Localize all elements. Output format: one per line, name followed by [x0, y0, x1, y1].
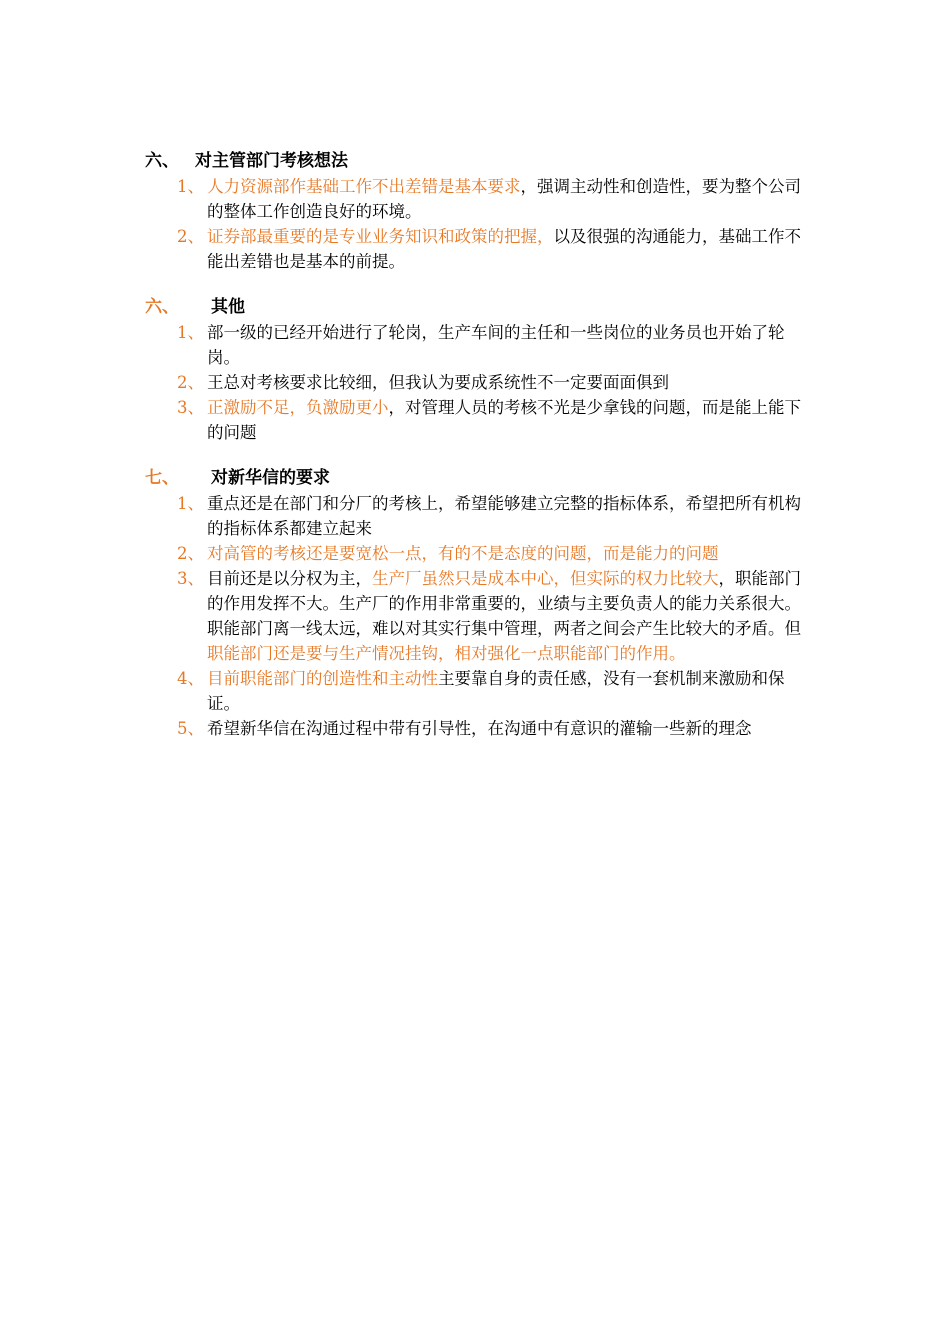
list-item	[177, 566, 815, 666]
section-number: 六、	[145, 297, 179, 317]
list-item	[177, 491, 815, 541]
text-run: 希望新华信在沟通过程中带有引导性，在沟通中有意识的灌输一些新的理念	[207, 719, 752, 738]
list-item-number: 1、	[177, 494, 204, 513]
text-run: 目前还是以分权为主，	[207, 569, 372, 588]
list-item-number: 4、	[177, 669, 204, 688]
list-item	[177, 320, 815, 370]
list-item-number: 3、	[177, 398, 204, 417]
section-number: 六、	[145, 151, 179, 171]
document-content	[145, 148, 815, 761]
list-item	[177, 541, 815, 566]
section-number: 七、	[145, 468, 179, 488]
list-item-number: 2、	[177, 544, 204, 563]
highlighted-text: 正激励不足，负激励更小	[207, 398, 389, 417]
list-item-text	[207, 370, 815, 395]
text-run: 王总对考核要求比较细，但我认为要成系统性不一定要面面俱到	[207, 373, 669, 392]
list-item-number: 2、	[177, 227, 204, 246]
list-item	[177, 716, 815, 741]
text-run: 主要靠自身的责任感，没有一套机制来激励和保证。	[207, 669, 785, 713]
highlighted-text: 生产厂虽然只是成本中心，但实际的权力比较大	[372, 569, 719, 588]
highlighted-text: 证券部最重要的是专业业务知识和政策的把握，	[207, 227, 554, 246]
list-item	[177, 224, 815, 274]
list-item-text	[207, 395, 815, 445]
list-item-number: 1、	[177, 323, 204, 342]
highlighted-text: 人力资源部作基础工作不出差错是基本要求	[207, 177, 521, 196]
list-item-text	[207, 716, 815, 741]
section-heading	[145, 294, 815, 320]
text-run: ，强调主动性和创造性，要为整个公司的整体工作创造良好的环境。	[207, 177, 801, 221]
list-item-text	[207, 666, 815, 716]
list-item-number: 2、	[177, 373, 204, 392]
section	[145, 148, 815, 274]
list-item-number: 3、	[177, 569, 204, 588]
highlighted-text: 对高管的考核还是要宽松一点，有的不是态度的问题，而是能力的问题	[207, 544, 719, 563]
text-run: 重点还是在部门和分厂的考核上，希望能够建立完整的指标体系，希望把所有机构的指标体系都建立起来	[207, 494, 801, 538]
text-run: 以及很强的沟通能力，基础工作不能出差错也是基本的前提。	[207, 227, 801, 271]
section	[145, 294, 815, 445]
list-item	[177, 395, 815, 445]
section-heading	[145, 148, 815, 174]
section-heading	[145, 465, 815, 491]
text-run: ，对管理人员的考核不光是少拿钱的问题，而是能上能下的问题	[207, 398, 801, 442]
list-item-text	[207, 174, 815, 224]
highlighted-text: 职能部门还是要与生产情况挂钩，相对强化一点职能部门的作用。	[207, 644, 686, 663]
list-item-text	[207, 320, 815, 370]
list-item	[177, 370, 815, 395]
list-item-text	[207, 566, 815, 666]
list-item-number: 5、	[177, 719, 204, 738]
text-run: 部一级的已经开始进行了轮岗，生产车间的主任和一些岗位的业务员也开始了轮岗。	[207, 323, 785, 367]
highlighted-text: 目前职能部门的创造性和主动性	[207, 669, 438, 688]
section	[145, 465, 815, 741]
list-item-text	[207, 491, 815, 541]
list-item	[177, 174, 815, 224]
list-item	[177, 666, 815, 716]
section-title: 对新华信的要求	[211, 468, 330, 488]
section-title: 对主管部门考核想法	[195, 151, 348, 171]
list-item-text	[207, 224, 815, 274]
text-run: ，职能部门的作用发挥不大。生产厂的作用非常重要的，业绩与主要负责人的能力关系很大。职能部门离一线太远，难以对其实行集中管理，两者之间会产生比较大的矛盾。但	[207, 569, 801, 638]
list-item-text	[207, 541, 815, 566]
list-item-number: 1、	[177, 177, 204, 196]
section-title: 其他	[211, 297, 245, 317]
